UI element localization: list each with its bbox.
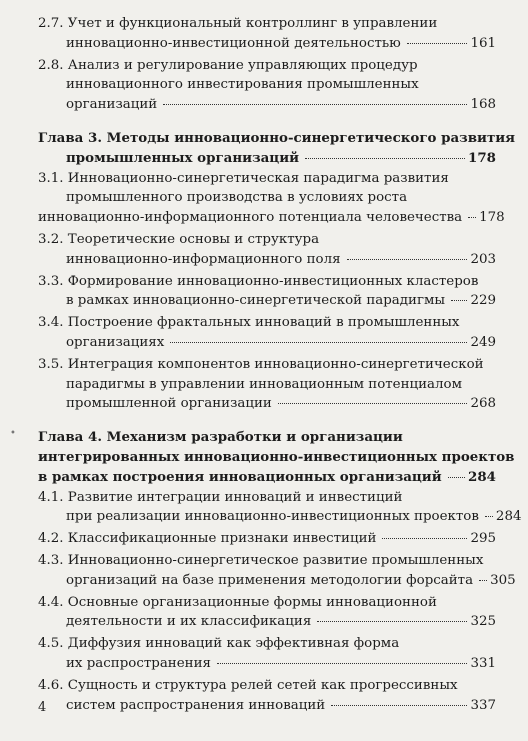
- toc-page-number: 178: [468, 149, 496, 166]
- toc-line-with-page: [38, 149, 496, 169]
- toc-line: 2.7. Учет и функциональный контроллинг в управлении: [38, 16, 438, 31]
- toc-line: систем распространения инноваций: [66, 697, 326, 713]
- toc-line: 3.1. Инновационно-синергетическая парадигма развития: [38, 170, 449, 186]
- toc-page-number: 337: [470, 697, 496, 713]
- toc-line: 2.8. Анализ и регулирование управляющих процедур: [38, 57, 418, 73]
- toc-section: [38, 230, 496, 270]
- toc-line: Глава 3. Методы инновационно-синергетического развития: [38, 129, 516, 146]
- toc-line: 3.2. Теоретические основы и структура: [38, 231, 320, 247]
- toc-line-with-page: [38, 394, 496, 414]
- toc-page-number: 268: [470, 396, 496, 412]
- toc-line-with-page: [38, 571, 516, 591]
- toc-page-number: 178: [479, 210, 505, 226]
- toc-line: деятельности и их классификация: [66, 614, 312, 630]
- toc-line: инновационно-инвестиционной деятельностью: [66, 35, 401, 51]
- toc-section: [38, 551, 516, 591]
- toc-line-with-page: [38, 250, 496, 270]
- dot-leader: [382, 538, 467, 539]
- dot-leader: [451, 300, 467, 301]
- toc-line: 3.5. Интеграция компонентов инновационно-синергетической: [38, 356, 484, 372]
- toc-page-number: 229: [470, 293, 496, 309]
- toc-line: Глава 4. Механизм разработки и организации: [38, 429, 403, 446]
- toc-line: инновационно-информационного потенциала человечества: [38, 210, 463, 226]
- toc-line: 4.2. Классификационные признаки инвестиций: [38, 531, 377, 547]
- dot-leader: [317, 621, 467, 622]
- dot-leader: [331, 705, 467, 706]
- dot-leader: [217, 663, 467, 664]
- toc-section: [38, 593, 496, 633]
- toc-line-with-page: [38, 654, 496, 674]
- toc-page-number: 284: [468, 468, 496, 485]
- toc-line-with-page: [38, 208, 505, 228]
- toc-line: их распространения: [66, 655, 211, 671]
- toc-line-with-page: [38, 333, 496, 353]
- toc-page-number: 168: [470, 97, 496, 113]
- toc-page-number: 203: [470, 251, 496, 267]
- toc-section: [38, 529, 496, 549]
- toc-line: интегрированных инновационно-инвестиционных проектов: [38, 448, 515, 465]
- toc-line-with-page: [38, 696, 496, 716]
- toc-line: организаций: [66, 97, 158, 113]
- toc-line: организаций на базе применения методологии форсайта: [66, 572, 474, 588]
- toc-section: [38, 634, 496, 674]
- toc-line: в рамках инновационно-синергетической парадигмы: [66, 293, 446, 309]
- toc-line-with-page: [38, 507, 522, 527]
- dot-leader: [485, 516, 493, 517]
- dot-leader: [347, 259, 468, 260]
- toc-line: организациях: [66, 334, 165, 350]
- toc-chapter: [38, 428, 515, 487]
- toc-section: [38, 272, 496, 312]
- margin-mark: •: [10, 428, 16, 439]
- toc-section: [38, 313, 496, 353]
- toc-line-with-page: [38, 95, 496, 115]
- toc-chapter: [38, 129, 516, 169]
- toc-line: 4.4. Основные организационные формы инновационной: [38, 594, 437, 610]
- toc-line: при реализации инновационно-инвестиционных проектов: [66, 509, 479, 525]
- toc-section: [38, 56, 496, 115]
- toc-page-number: 284: [495, 509, 522, 525]
- toc-line-with-page: [38, 291, 496, 311]
- toc-line: парадигмы в управлении инновационным потенциалом: [66, 376, 463, 392]
- toc-section: [38, 355, 496, 414]
- toc-page-number: 249: [470, 334, 496, 350]
- toc-line: 4.3. Инновационно-синергетическое развитие промышленных: [38, 552, 484, 568]
- toc-line: 4.6. Сущность и структура релей сетей как прогрессивных: [38, 677, 458, 693]
- toc-line: инновационно-информационного поля: [66, 251, 341, 267]
- toc-section: [38, 14, 496, 54]
- toc-line: инновационного инвестирования промышленных: [66, 77, 419, 93]
- toc-page-number: 325: [470, 614, 496, 630]
- dot-leader: [479, 580, 487, 581]
- page-number: 4: [38, 700, 47, 715]
- dot-leader: [305, 158, 465, 159]
- toc-line: промышленного производства в условиях роста: [66, 190, 408, 206]
- toc-page-number: 161: [470, 35, 496, 51]
- dot-leader: [468, 217, 476, 218]
- dot-leader: [170, 342, 467, 343]
- toc-line: промышленной организации: [66, 396, 272, 412]
- table-of-contents: [38, 14, 522, 717]
- toc-line: в рамках построения инновационных организаций: [38, 468, 442, 485]
- dot-leader: [278, 403, 468, 404]
- toc-line-with-page: [38, 34, 496, 54]
- toc-section: [38, 676, 496, 716]
- toc-line: 3.4. Построение фрактальных инноваций в промышленных: [38, 315, 460, 331]
- toc-line-with-page: [38, 612, 496, 632]
- toc-section: [38, 488, 522, 528]
- toc-section: [38, 169, 505, 228]
- toc-page-number: 331: [470, 655, 496, 671]
- toc-line-with-page: [38, 468, 496, 488]
- dot-leader: [448, 477, 465, 478]
- toc-line: 4.1. Развитие интеграции инноваций и инвестиций: [38, 489, 403, 505]
- dot-leader: [407, 43, 468, 44]
- toc-line: промышленных организаций: [66, 149, 300, 166]
- toc-line-with-page: [38, 529, 496, 549]
- dot-leader: [163, 104, 467, 105]
- toc-line: 3.3. Формирование инновационно-инвестиционных кластеров: [38, 273, 479, 289]
- toc-page-number: 305: [490, 572, 516, 588]
- toc-line: 4.5. Диффузия инноваций как эффективная форма: [38, 636, 400, 652]
- toc-page-number: 295: [470, 531, 496, 547]
